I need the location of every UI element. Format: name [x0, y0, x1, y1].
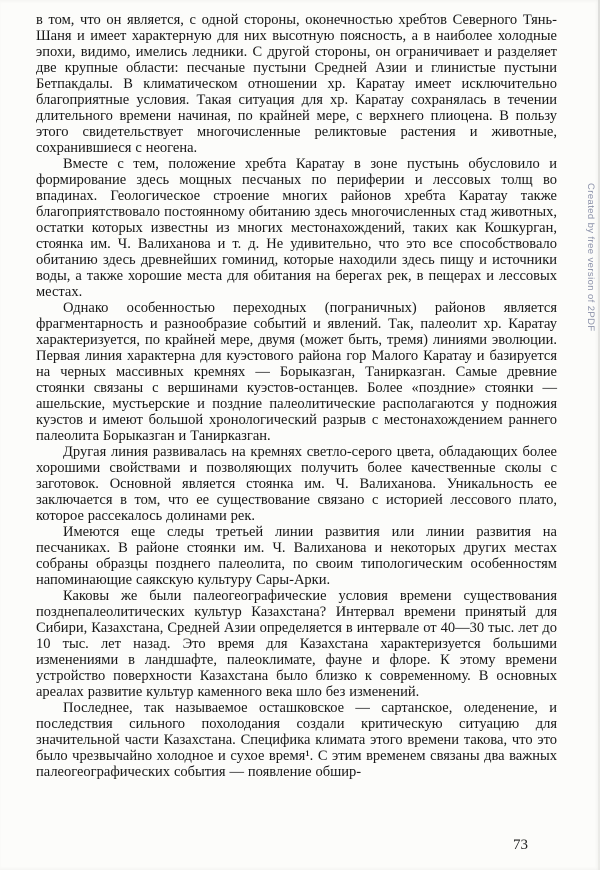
watermark-text: Created by free version of 2PDF [585, 183, 596, 332]
paragraph: Имеются еще следы третьей линии развития или линии развития на песчаниках. В районе стоянки им. Ч. Валиханова и некоторых других местах собраны образцы позднего палеолита, по своим типологическим особенностям напоминающие саякскую культуру Сары-Арки. [36, 524, 557, 588]
paragraph: Каковы же были палеогеографические условия времени существования позднепалеолитических культур Казахстана? Интервал времени принятый для Сибири, Казахстана, Средней Азии определяется в интервале от 40—30 тыс. лет до 10 тыс. лет назад. Это время для Казахстана характеризуется большими изменениями в ландшафте, палеоклимате, фауне и флоре. К этому времени устройство поверхности Казахстана было близко к современному. В основных ареалах развитие культур каменного века шло без изменений. [36, 588, 557, 700]
text-block [36, 12, 557, 780]
paragraph: Вместе с тем, положение хребта Каратау в зоне пустынь обусловило и формирование здесь мощных песчаных по периферии и лессовых толщ во впадинах. Геологическое строение многих районов хребта Каратау также благоприятствовало постоянному обитанию здесь многочисленных стад животных, остатки которых известны из многих местонахождений, таких как Кошкурган, стоянка им. Ч. Валиханова и т. д. Не удивительно, что это все способствовало обитанию здесь древнейших гоминид, которые находили здесь пищу и источники воды, а также хорошие места для обитания на берегах рек, в пещерах и лессовых местах. [36, 156, 557, 300]
paragraph: Другая линия развивалась на кремнях светло-серого цвета, обладающих более хорошими свойствами и позволяющих получить более качественные сколы с заготовок. Основной является стоянка им. Ч. Валиханова. Уникальность ее заключается в том, что ее существование связано с историей лессового плато, которое рассекалось долинами рек. [36, 444, 557, 524]
paragraph: в том, что он является, с одной стороны, оконечностью хребтов Северного Тянь-Шаня и имеет характерную для них высотную поясность, а в наиболее холодные эпохи, видимо, имелись ледники. С другой стороны, он ограничивает и разделяет две крупные области: песчаные пустыни Средней Азии и глинистые пустыни Бетпакдалы. В климатическом отношении хр. Каратау имеет исключительно благоприятные условия. Такая ситуация для хр. Каратау сохранялась в течении длительного времени начиная, по крайней мере, с верхнего плиоцена. В пользу этого свидетельствует многочисленные реликтовые растения и животные, сохранившиеся с неогена. [36, 12, 557, 156]
paragraph: Последнее, так называемое осташковское — сартанское, оледенение, и последствия сильного похолодания создали критическую ситуацию для значительной части Казахстана. Специфика климата этого времени такова, что это было чрезвычайно холодное и сухое время¹. С этим временем связаны два важных палеогеографических события — появление обшир- [36, 700, 557, 780]
paragraph: Однако особенностью переходных (пограничных) районов является фрагментарность и разнообразие событий и явлений. Так, палеолит хр. Каратау характеризуется, по крайней мере, двумя (может быть, тремя) линиями эволюции. Первая линия характерна для куэстового района гор Малого Каратау и базируется на черных массивных кремнях — Борыказган, Танирказган. Самые древние стоянки связаны с вершинами куэстов-останцев. Более «поздние» стоянки — ашельские, мустьерские и поздние палеолитические располагаются у подножия куэстов и имеют большой хронологический разрыв с местонахождением раннего палеолита Борыказган и Танирказган. [36, 300, 557, 444]
page-number: 73 [513, 837, 528, 853]
